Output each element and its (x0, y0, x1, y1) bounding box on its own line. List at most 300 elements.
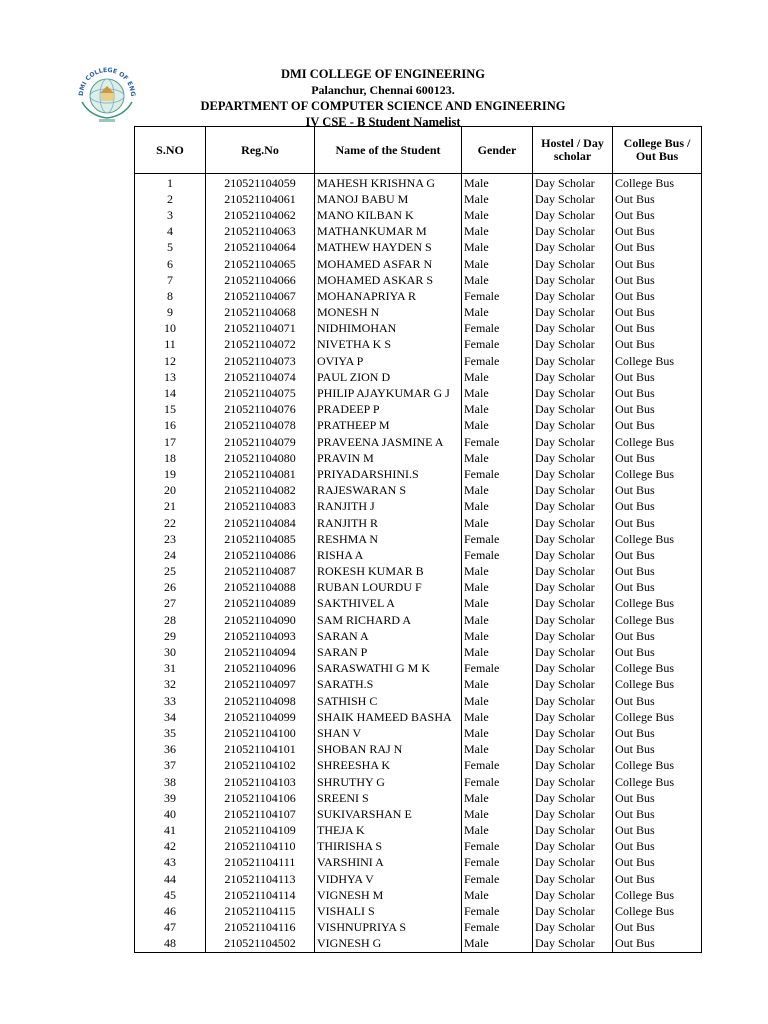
cell-hostel: Day Scholar (533, 564, 613, 580)
cell-sno: 2 (135, 191, 206, 207)
cell-hostel: Day Scholar (533, 887, 613, 903)
cell-bus: College Bus (613, 903, 702, 919)
cell-sno: 45 (135, 887, 206, 903)
cell-hostel: Day Scholar (533, 903, 613, 919)
cell-regno: 210521104075 (206, 385, 315, 401)
cell-hostel: Day Scholar (533, 531, 613, 547)
table-row (135, 191, 702, 207)
cell-name: MOHAMED ASFAR N (315, 256, 462, 272)
cell-regno: 210521104089 (206, 596, 315, 612)
cell-hostel: Day Scholar (533, 806, 613, 822)
cell-gender: Male (462, 418, 533, 434)
student-table-container (134, 126, 702, 953)
cell-name: NIDHIMOHAN (315, 321, 462, 337)
cell-name: MATHEW HAYDEN S (315, 240, 462, 256)
cell-regno: 210521104065 (206, 256, 315, 272)
cell-name: PRADEEP P (315, 402, 462, 418)
cell-sno: 7 (135, 272, 206, 288)
cell-hostel: Day Scholar (533, 871, 613, 887)
cell-hostel: Day Scholar (533, 369, 613, 385)
cell-sno: 19 (135, 466, 206, 482)
cell-bus: Out Bus (613, 790, 702, 806)
cell-gender: Male (462, 385, 533, 401)
cell-bus: Out Bus (613, 725, 702, 741)
cell-name: SARATH.S (315, 677, 462, 693)
cell-sno: 9 (135, 305, 206, 321)
cell-bus: College Bus (613, 677, 702, 693)
cell-regno: 210521104063 (206, 224, 315, 240)
cell-regno: 210521104066 (206, 272, 315, 288)
cell-sno: 44 (135, 871, 206, 887)
cell-bus: Out Bus (613, 855, 702, 871)
cell-bus: College Bus (613, 709, 702, 725)
cell-bus: Out Bus (613, 224, 702, 240)
cell-name: RAJESWARAN S (315, 483, 462, 499)
cell-hostel: Day Scholar (533, 240, 613, 256)
cell-regno: 210521104088 (206, 580, 315, 596)
cell-hostel: Day Scholar (533, 580, 613, 596)
cell-hostel: Day Scholar (533, 612, 613, 628)
cell-name: VIDHYA V (315, 871, 462, 887)
cell-gender: Female (462, 839, 533, 855)
cell-regno: 210521104074 (206, 369, 315, 385)
cell-bus: Out Bus (613, 207, 702, 223)
table-row (135, 288, 702, 304)
cell-gender: Male (462, 369, 533, 385)
cell-name: PRAVIN M (315, 450, 462, 466)
col-header-sno: S.NO (135, 127, 206, 174)
cell-hostel: Day Scholar (533, 288, 613, 304)
cell-gender: Male (462, 272, 533, 288)
cell-name: SAM RICHARD A (315, 612, 462, 628)
cell-sno: 30 (135, 644, 206, 660)
cell-hostel: Day Scholar (533, 774, 613, 790)
cell-bus: Out Bus (613, 272, 702, 288)
cell-gender: Male (462, 256, 533, 272)
table-row (135, 580, 702, 596)
cell-hostel: Day Scholar (533, 644, 613, 660)
cell-regno: 210521104067 (206, 288, 315, 304)
cell-gender: Female (462, 321, 533, 337)
cell-sno: 15 (135, 402, 206, 418)
cell-regno: 210521104098 (206, 693, 315, 709)
cell-hostel: Day Scholar (533, 758, 613, 774)
cell-name: SHAIK HAMEED BASHA (315, 709, 462, 725)
cell-sno: 31 (135, 661, 206, 677)
cell-gender: Female (462, 288, 533, 304)
table-row (135, 596, 702, 612)
table-row (135, 207, 702, 223)
cell-gender: Male (462, 499, 533, 515)
cell-gender: Male (462, 644, 533, 660)
cell-sno: 37 (135, 758, 206, 774)
cell-sno: 26 (135, 580, 206, 596)
cell-sno: 5 (135, 240, 206, 256)
cell-sno: 1 (135, 174, 206, 192)
table-row (135, 855, 702, 871)
cell-hostel: Day Scholar (533, 725, 613, 741)
cell-hostel: Day Scholar (533, 402, 613, 418)
cell-regno: 210521104113 (206, 871, 315, 887)
cell-sno: 23 (135, 531, 206, 547)
cell-name: MATHANKUMAR M (315, 224, 462, 240)
table-row (135, 353, 702, 369)
cell-bus: College Bus (613, 661, 702, 677)
cell-bus: Out Bus (613, 240, 702, 256)
cell-name: OVIYA P (315, 353, 462, 369)
cell-hostel: Day Scholar (533, 499, 613, 515)
cell-gender: Male (462, 483, 533, 499)
cell-name: PRATHEEP M (315, 418, 462, 434)
cell-name: MANO KILBAN K (315, 207, 462, 223)
cell-regno: 210521104078 (206, 418, 315, 434)
table-row (135, 742, 702, 758)
cell-regno: 210521104072 (206, 337, 315, 353)
cell-gender: Male (462, 596, 533, 612)
cell-regno: 210521104076 (206, 402, 315, 418)
cell-hostel: Day Scholar (533, 353, 613, 369)
cell-hostel: Day Scholar (533, 483, 613, 499)
table-row (135, 887, 702, 903)
cell-hostel: Day Scholar (533, 256, 613, 272)
cell-sno: 48 (135, 936, 206, 953)
cell-regno: 210521104086 (206, 547, 315, 563)
cell-bus: Out Bus (613, 823, 702, 839)
cell-regno: 210521104079 (206, 434, 315, 450)
cell-bus: Out Bus (613, 369, 702, 385)
cell-bus: Out Bus (613, 288, 702, 304)
cell-bus: Out Bus (613, 580, 702, 596)
cell-gender: Male (462, 174, 533, 192)
cell-gender: Male (462, 936, 533, 953)
cell-sno: 39 (135, 790, 206, 806)
cell-bus: Out Bus (613, 644, 702, 660)
table-row (135, 256, 702, 272)
document-header (150, 66, 616, 130)
cell-sno: 4 (135, 224, 206, 240)
table-row (135, 450, 702, 466)
cell-hostel: Day Scholar (533, 272, 613, 288)
table-row (135, 305, 702, 321)
col-header-gender: Gender (462, 127, 533, 174)
table-row (135, 693, 702, 709)
cell-name: PHILIP AJAYKUMAR G J (315, 385, 462, 401)
cell-gender: Male (462, 709, 533, 725)
cell-bus: Out Bus (613, 839, 702, 855)
table-row (135, 612, 702, 628)
cell-hostel: Day Scholar (533, 596, 613, 612)
cell-sno: 36 (135, 742, 206, 758)
cell-regno: 210521104094 (206, 644, 315, 660)
cell-name: MOHANAPRIYA R (315, 288, 462, 304)
cell-name: ROKESH KUMAR B (315, 564, 462, 580)
cell-regno: 210521104107 (206, 806, 315, 822)
table-row (135, 920, 702, 936)
table-row (135, 224, 702, 240)
col-header-name: Name of the Student (315, 127, 462, 174)
col-header-hostel: Hostel / Day scholar (533, 127, 613, 174)
table-row (135, 483, 702, 499)
cell-sno: 29 (135, 628, 206, 644)
cell-bus: Out Bus (613, 920, 702, 936)
cell-gender: Male (462, 677, 533, 693)
cell-name: VARSHINI A (315, 855, 462, 871)
cell-gender: Male (462, 305, 533, 321)
cell-regno: 210521104114 (206, 887, 315, 903)
table-row (135, 434, 702, 450)
table-header-row (135, 127, 702, 174)
col-header-bus: College Bus / Out Bus (613, 127, 702, 174)
col-header-regno: Reg.No (206, 127, 315, 174)
cell-regno: 210521104082 (206, 483, 315, 499)
cell-gender: Female (462, 661, 533, 677)
cell-bus: Out Bus (613, 418, 702, 434)
cell-name: VIGNESH G (315, 936, 462, 953)
cell-gender: Female (462, 774, 533, 790)
cell-gender: Female (462, 531, 533, 547)
cell-hostel: Day Scholar (533, 790, 613, 806)
cell-regno: 210521104099 (206, 709, 315, 725)
cell-hostel: Day Scholar (533, 709, 613, 725)
table-row (135, 677, 702, 693)
cell-bus: Out Bus (613, 936, 702, 953)
cell-regno: 210521104085 (206, 531, 315, 547)
cell-hostel: Day Scholar (533, 207, 613, 223)
cell-bus: Out Bus (613, 191, 702, 207)
table-row (135, 321, 702, 337)
cell-sno: 46 (135, 903, 206, 919)
cell-sno: 27 (135, 596, 206, 612)
cell-name: NIVETHA K S (315, 337, 462, 353)
cell-bus: Out Bus (613, 806, 702, 822)
svg-text:DMI COLLEGE OF ENGINEERING: DMI COLLEGE OF ENG (77, 66, 137, 97)
cell-name: SARAN A (315, 628, 462, 644)
cell-name: PRAVEENA JASMINE A (315, 434, 462, 450)
cell-sno: 22 (135, 515, 206, 531)
cell-hostel: Day Scholar (533, 418, 613, 434)
cell-gender: Male (462, 191, 533, 207)
cell-gender: Male (462, 790, 533, 806)
cell-name: MOHAMED ASKAR S (315, 272, 462, 288)
student-table (134, 126, 702, 953)
cell-gender: Female (462, 353, 533, 369)
cell-bus: Out Bus (613, 385, 702, 401)
cell-regno: 210521104080 (206, 450, 315, 466)
cell-sno: 3 (135, 207, 206, 223)
cell-name: MONESH N (315, 305, 462, 321)
cell-sno: 43 (135, 855, 206, 871)
cell-gender: Male (462, 402, 533, 418)
table-row (135, 839, 702, 855)
college-address: Palanchur, Chennai 600123. (311, 83, 455, 97)
cell-sno: 35 (135, 725, 206, 741)
cell-regno: 210521104093 (206, 628, 315, 644)
cell-hostel: Day Scholar (533, 920, 613, 936)
cell-gender: Male (462, 612, 533, 628)
cell-bus: Out Bus (613, 402, 702, 418)
cell-hostel: Day Scholar (533, 305, 613, 321)
cell-gender: Female (462, 920, 533, 936)
cell-regno: 210521104090 (206, 612, 315, 628)
cell-regno: 210521104064 (206, 240, 315, 256)
cell-gender: Male (462, 725, 533, 741)
cell-name: PAUL ZION D (315, 369, 462, 385)
table-row (135, 725, 702, 741)
college-logo (74, 62, 140, 124)
cell-gender: Male (462, 207, 533, 223)
cell-name: SHRUTHY G (315, 774, 462, 790)
cell-sno: 34 (135, 709, 206, 725)
table-row (135, 402, 702, 418)
cell-bus: Out Bus (613, 871, 702, 887)
cell-regno: 210521104101 (206, 742, 315, 758)
table-row (135, 758, 702, 774)
cell-gender: Male (462, 628, 533, 644)
cell-name: SHAN V (315, 725, 462, 741)
cell-bus: Out Bus (613, 515, 702, 531)
cell-sno: 21 (135, 499, 206, 515)
cell-sno: 8 (135, 288, 206, 304)
table-row (135, 903, 702, 919)
table-row (135, 871, 702, 887)
cell-name: SARASWATHI G M K (315, 661, 462, 677)
list-title: IV CSE - B Student Namelist (305, 115, 461, 129)
cell-regno: 210521104084 (206, 515, 315, 531)
table-row (135, 774, 702, 790)
cell-hostel: Day Scholar (533, 839, 613, 855)
cell-bus: Out Bus (613, 693, 702, 709)
cell-gender: Female (462, 758, 533, 774)
cell-gender: Male (462, 580, 533, 596)
cell-name: SREENI S (315, 790, 462, 806)
cell-bus: Out Bus (613, 305, 702, 321)
cell-regno: 210521104061 (206, 191, 315, 207)
cell-regno: 210521104106 (206, 790, 315, 806)
cell-sno: 20 (135, 483, 206, 499)
cell-name: VIGNESH M (315, 887, 462, 903)
cell-hostel: Day Scholar (533, 855, 613, 871)
table-row (135, 531, 702, 547)
cell-sno: 32 (135, 677, 206, 693)
cell-bus: College Bus (613, 174, 702, 192)
cell-gender: Male (462, 224, 533, 240)
cell-regno: 210521104071 (206, 321, 315, 337)
table-row (135, 661, 702, 677)
table-row (135, 547, 702, 563)
cell-bus: College Bus (613, 353, 702, 369)
cell-bus: College Bus (613, 596, 702, 612)
cell-hostel: Day Scholar (533, 742, 613, 758)
cell-sno: 17 (135, 434, 206, 450)
cell-name: MANOJ BABU M (315, 191, 462, 207)
cell-regno: 210521104068 (206, 305, 315, 321)
cell-regno: 210521104110 (206, 839, 315, 855)
cell-name: RANJITH R (315, 515, 462, 531)
cell-regno: 210521104103 (206, 774, 315, 790)
table-row (135, 644, 702, 660)
table-row (135, 369, 702, 385)
cell-hostel: Day Scholar (533, 936, 613, 953)
cell-bus: College Bus (613, 531, 702, 547)
college-name: DMI COLLEGE OF ENGINEERING (280, 67, 486, 81)
cell-bus: Out Bus (613, 564, 702, 580)
table-row (135, 564, 702, 580)
cell-sno: 24 (135, 547, 206, 563)
cell-name: VISHALI S (315, 903, 462, 919)
cell-bus: College Bus (613, 612, 702, 628)
cell-hostel: Day Scholar (533, 693, 613, 709)
cell-sno: 47 (135, 920, 206, 936)
cell-hostel: Day Scholar (533, 661, 613, 677)
cell-hostel: Day Scholar (533, 337, 613, 353)
cell-name: SHREESHA K (315, 758, 462, 774)
table-row (135, 240, 702, 256)
cell-bus: Out Bus (613, 256, 702, 272)
table-row (135, 515, 702, 531)
cell-gender: Male (462, 806, 533, 822)
cell-regno: 210521104083 (206, 499, 315, 515)
cell-hostel: Day Scholar (533, 628, 613, 644)
cell-regno: 210521104111 (206, 855, 315, 871)
cell-sno: 18 (135, 450, 206, 466)
table-row (135, 936, 702, 953)
table-row (135, 418, 702, 434)
cell-name: THEJA K (315, 823, 462, 839)
cell-regno: 210521104059 (206, 174, 315, 192)
cell-hostel: Day Scholar (533, 466, 613, 482)
table-row (135, 823, 702, 839)
cell-bus: College Bus (613, 774, 702, 790)
cell-gender: Male (462, 450, 533, 466)
table-row (135, 628, 702, 644)
cell-sno: 11 (135, 337, 206, 353)
cell-name: MAHESH KRISHNA G (315, 174, 462, 192)
cell-hostel: Day Scholar (533, 450, 613, 466)
table-row (135, 709, 702, 725)
cell-name: RUBAN LOURDU F (315, 580, 462, 596)
cell-sno: 41 (135, 823, 206, 839)
cell-bus: Out Bus (613, 742, 702, 758)
table-row (135, 337, 702, 353)
cell-gender: Male (462, 515, 533, 531)
cell-regno: 210521104100 (206, 725, 315, 741)
cell-hostel: Day Scholar (533, 515, 613, 531)
table-row (135, 466, 702, 482)
cell-gender: Female (462, 466, 533, 482)
cell-sno: 14 (135, 385, 206, 401)
cell-bus: College Bus (613, 434, 702, 450)
cell-name: SATHISH C (315, 693, 462, 709)
cell-gender: Female (462, 903, 533, 919)
cell-sno: 28 (135, 612, 206, 628)
cell-hostel: Day Scholar (533, 677, 613, 693)
cell-name: SARAN P (315, 644, 462, 660)
cell-hostel: Day Scholar (533, 191, 613, 207)
cell-sno: 12 (135, 353, 206, 369)
cell-name: VISHNUPRIYA S (315, 920, 462, 936)
cell-gender: Male (462, 564, 533, 580)
cell-hostel: Day Scholar (533, 224, 613, 240)
cell-name: RESHMA N (315, 531, 462, 547)
cell-sno: 6 (135, 256, 206, 272)
cell-name: RANJITH J (315, 499, 462, 515)
cell-gender: Male (462, 240, 533, 256)
cell-sno: 13 (135, 369, 206, 385)
cell-gender: Female (462, 871, 533, 887)
cell-sno: 10 (135, 321, 206, 337)
cell-name: SUKIVARSHAN E (315, 806, 462, 822)
table-row (135, 499, 702, 515)
